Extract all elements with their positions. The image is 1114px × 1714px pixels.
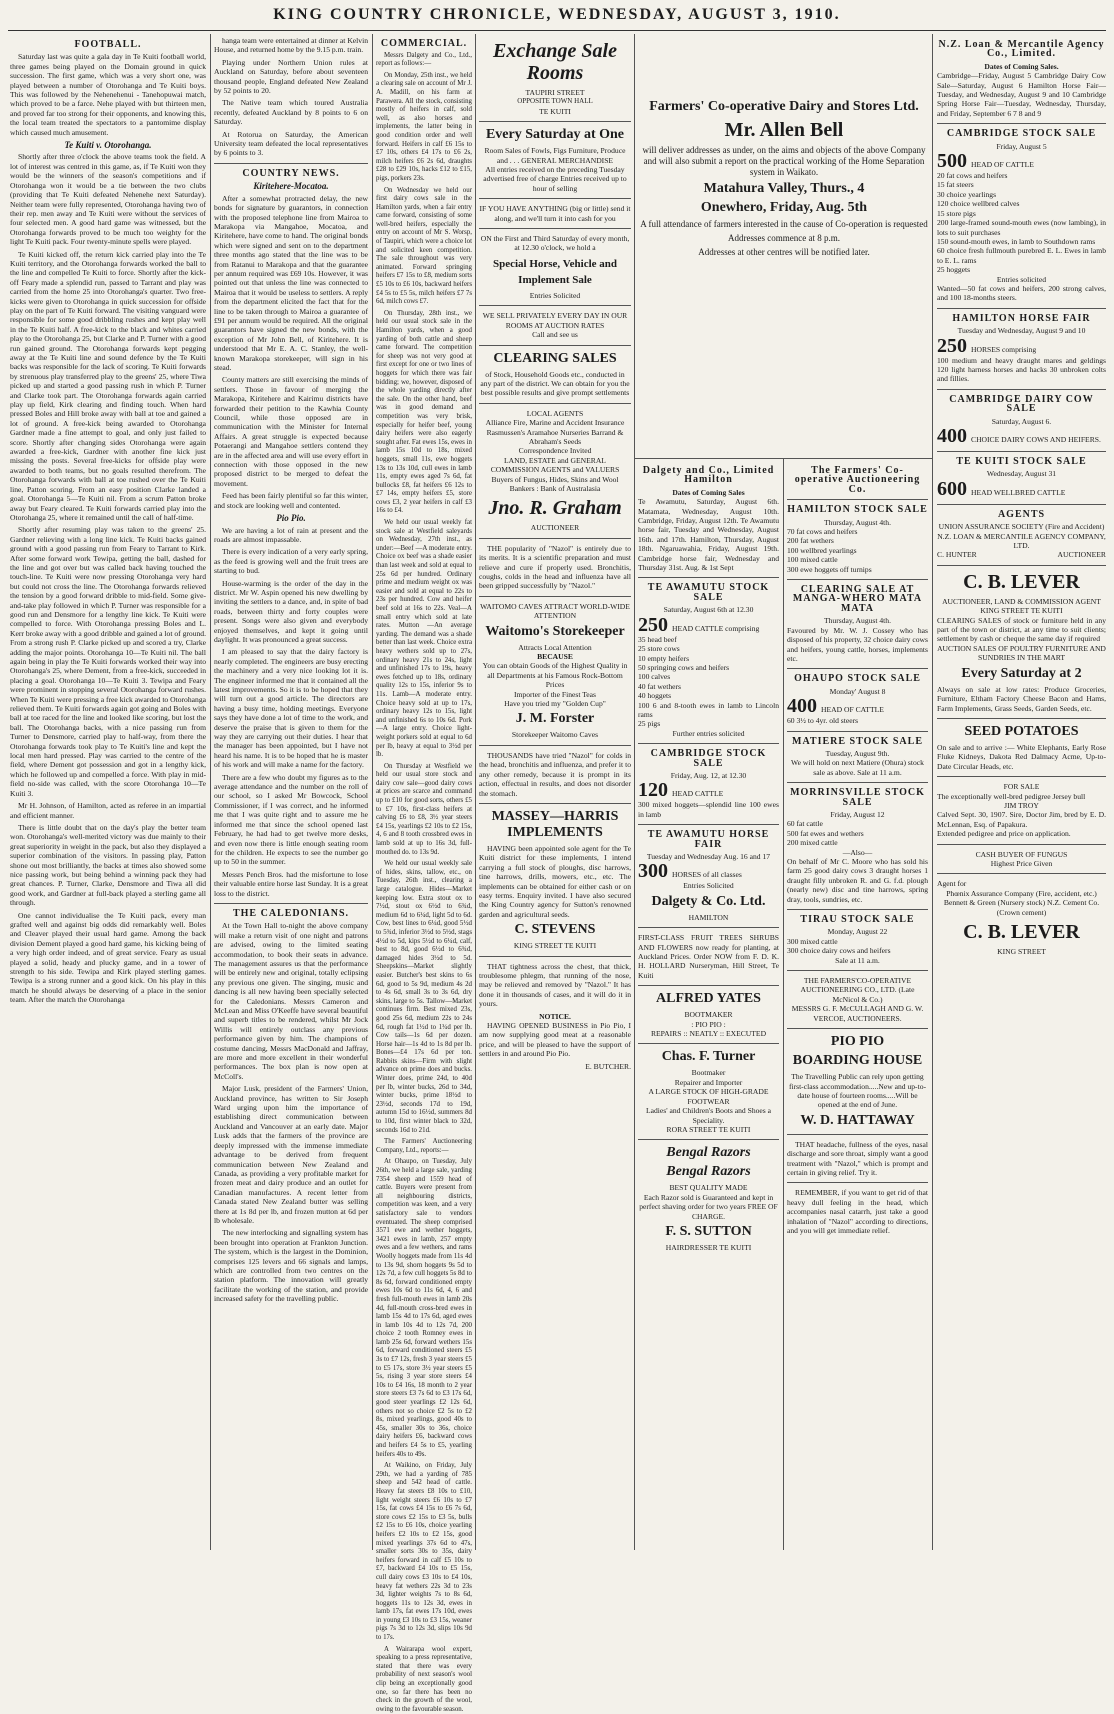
article-paragraph: After a somewhat protracted delay, the new bonds for signature by guarantors, in connection with the proposed telephone line from Mairoa to Marakopa via Mangahoe, Mocatoa, and Kiritehere, have come to hand. The original bonds which were signed and sent on to the department three months ago stated that the line was to be from Ratanui to Marakopa and that the guarantee per annum required was £69 10s. However, it was pointed out that unless the line was connected to Mairoa that it would be useless to settlers. A reply from the department elicited the fact that for the line to be taken through to Mairoa a guarantee of £91 per annum would be required. All the original guarantors have signed the new bonds, with the exception of Mr John Bell, of Kiritehere. It is understood that Mr E. A. C. Stanley, the well-known Marakopa storekeeper, will sign in his stead. [214,193,368,372]
list-item: 25 store cows [638,644,680,654]
divider [638,1139,779,1140]
ad-text: REPAIRS :: NEATLY :: EXECUTED [650,1029,767,1039]
stock-list [937,171,1106,274]
article-paragraph: Major Lusk, president of the Farmers' Union, Auckland province, has written to Sir Joseph Ward urging upon him the importance of establishing direct communication between Auckland and Vancouver at an early date. Major Lusk adds that the farmers of the province are deeply impressed with the immense immediate advantage to be derived from frequent communication between New Zealand and Canada, as providing a very profitable market for frozen meat and dairy produce and an outlet for Canadian manufactures. A recent letter from Canada stated New Zealand butter was selling there at 1s 8d per lb, and frozen mutton at 6d per lb wholesale. [214,1084,368,1225]
stock-list [787,819,928,847]
divider [937,389,1106,390]
column-rule [372,34,373,1550]
column-rule [210,34,211,1550]
ad-text: Room Sales of Fowls, Figs Furniture, Produce and . . . GENERAL MERCHANDISE [484,146,626,165]
list-item: 100 wellbred yearlings [787,545,857,555]
ad-text: Saturday, August 6. [991,416,1052,426]
ad-text: Importer of the Finest Teas [514,689,596,699]
ad-text: UNION ASSURANCE SOCIETY (Fire and Accident) [938,522,1105,532]
divider [787,499,928,500]
list-item: 500 fat ewes and wethers [787,828,864,838]
divider [479,121,631,122]
ad-text: BEST QUALITY MADE [669,1183,748,1193]
ad-text: Bankers : Bank of Australasia [509,483,601,493]
article-paragraph: At the Town Hall to-night the above company will make a return visit of one night and patrons are advised, owing to the limited seating accommodation, to book their seats in advance. The management assures us that the performance will be entirely new and original, totally eclipsing any previous one given. The singing, music and dancing is all new having been specially selected for the Caledonians. Messrs Cameron and McLean and Miss O'Keeffe have several beautiful and superb titles to be rendered, whilst Mr Jock Willis will entirely outclass any previous performance given by him. The champions of costume dancing, Messrs MacDonald and Jaffray, are more and more excellent in their wonderful performances. The box plan is now open at McColl's. [214,921,368,1081]
article-paragraph: On Thursday at Westfield we held our usual store stock and dairy cow sale—good dairy cows at prices are scarce and command up to £10 for good sorts, others £5 to £7 10s, first-class heifers at calving £6 to £8, 3½ year steers £4 15s, yearlings £2 10s to £2 15s, 4, 6 and 8 tooth crossbred ewes in lamb sold at up to 16s 3d, full-mouthed do. to 13s 9d. [376,762,472,856]
ad-text: Tuesday and Wednesday Aug. 16 and 17 [646,852,771,861]
divider [937,718,1106,719]
divider [214,163,368,164]
ad-text: Sale at 11 a.m. [835,955,880,965]
divider [638,577,779,578]
article-paragraph: At Rotorua on Saturday, the American University team defeated the local representatives by 6 points to 3. [214,129,368,158]
ad-text: Friday, August 12 [830,809,885,819]
number: 600 [937,477,967,500]
article-paragraph: Shortly after three o'clock the above teams took the field. A lot of interest was centred in this game, as, if Te Kuiti won they would be the winners of the season's competitions and if Otorohanga won it would be a tie between the two clubs (providing that Te Kuiti defeated Nehenehe next Saturday). Neither team were fully represented, Otorohanga having two of their rep. men away and Te Kuiti were without the services of four selected men. A good hard game was witnessed, but the Otorohanga forwards proved to be much too weighty for the light Te Kuiti pack. Four twenty-minute spells were played. [10,152,206,247]
ad-heading: Dalgety and Co., Limited Hamilton [642,465,775,486]
article-paragraph: On Wednesday we held our first dairy cows sale in the Hamilton yards, when a fair entry came forward, consisting of some well-bred heifers, especially the entry on account of Mr S. Worsp, of Taupiri, which were a choice lot and solicited keen competition. The sale throughout was very animated. Forward springing heifers £7 15s to £8, medium sorts £5 10s to £6 10s, backward heifers £4 5s to £5 5s, milch heifers £7 7s 6d, milch cows £7. [376,186,473,306]
article-paragraph: There is little doubt that on the day's play the better team won. Otorohanga's well-merited victory was due mainly to their great superiority in weight in the pack, but also they displayed a superior combination of the visitors. In passing play, Patton shone out most brilliantly, the backs at times also showed some nice passing work, but being behind a winning pack they had great chances. P. Turner, Clarke, Densmore and Tiwa all did good work, and Gardner at full-back played a sterling game all through. [10,822,206,908]
ad-text: AUCTIONEER [530,523,580,533]
number: 300 [638,860,668,883]
number: 400 [787,695,817,718]
article-paragraph: Playing under Northern Union rules at Auckland on Saturday, before about seventeen thousand people, England defeated New Zealand by 52 points to 20. [214,57,368,96]
divider [479,803,631,804]
ad-text: HEAD CATTLE [672,623,724,633]
divider [479,305,631,306]
article-subheading: Pio Pio. [276,513,306,524]
divider [937,451,1106,452]
ad-text: of Stock, Household Goods etc., conducted in any part of the district. We can obtain for you the best possible results and give prompt settlements [480,369,630,398]
ad-heading: C. STEVENS [514,922,596,938]
divider [937,308,1106,309]
ad-text: HEAD OF CATTLE [821,705,884,715]
ad-heading: PIO PIO [830,1034,885,1050]
ad-text: AUCTION SALES OF POULTRY FURNITURE AND SUNDRIES IN THE MART [937,643,1106,663]
ad-text: The Travelling Public can rely upon getting first-class accommodation.....New and up-to-date house of fourteen rooms.....Will be opened at the end of June. [788,1072,927,1110]
ad-text: Wednesday, August 31 [986,469,1057,479]
divider [787,1182,928,1183]
ad-text: TAUPIRI STREET [525,88,585,97]
article-subheading: Te Kuiti v. Otorohanga. [64,140,152,151]
graham-name: Jno. R. Graham [488,497,622,520]
column-rule [932,34,933,1550]
divider [937,504,1106,505]
ad-text: MESSRS G. F. McCULLAGH AND G. W. VERCOE, AUCTIONEERS. [791,1004,924,1023]
nazol-ad: THAT tightness across the chest, that thick, troublesome phlegm, that running of the nose, may be relieved and removed by "Nazol." It has done it in thousands of cases, and it will do it in yours. [479,961,631,1009]
ad-text: Agent for [937,879,967,889]
divider [479,345,631,346]
number: 500 [937,150,967,173]
ad-text: HEAD WELLBRED CATTLE [971,487,1066,497]
article-paragraph: House-warming is the order of the day in the district. Mr W. Aspin opened his new dwelling by inviting the settlers to a dance, and, in spite of bad roads, between thirty and forty couples were present. Songs were also given and everybody enjoyed themselves, and kept it going until daylight. It was pronounced a great success. [214,578,368,644]
article-paragraph: We held our usual weekly sale of hides, skins, tallow, etc., on Tuesday, 26th inst., clearing a large catalogue. Hides—Market keeping low. Extra stout ox to 7½d, stout ox 6½d to 6¾d, medium 6d to 6¼d, light 5d to 6d. Cow, best lines to 6¼d, good 5½d to 5¾d, inferior 3½d to 5½d, stags 4½d to 5d, kips 5½d to 6¼d, calf, best to 8d, good 6½d to 6¾d, damaged hides 3½d to 5d. Sheepskins—Market slightly easier. Butcher's best skins to 6s 6d, good to 5s 9d, medium 4s 2d to 4s 6d, small 3s to 3s 6d, dry skins, large to 5s. Tallow—Market continues firm. Best mixed 23s, good 25s 6d, medium 22s to 24s 6d, rough fat 1½d to 1¾d per lb. Cow tails—1s 6d per dozen. Horse hair—1s 4d to 1s 8d per lb. Bones—£4 17s 6d per ton. Rabbits skins—Firm with slight advance on prime does and bucks. Winter does, prime 24d, to 40d per lb, winter bucks, 26d to 34d, winter bucks, prime 18½d to 23½d, seconds 17d to 19d, autumn 15d to 16½d, summers 8d to 10d, first winter black to 32d, seconds 16d to 21d. [376,860,472,1134]
ad-text: FIRST-CLASS FRUIT TREES SHRUBS AND FLOWERS now ready for planting, at Auckland Prices. Order NOW from F. D. K. H. HOLLARD Nurseryman, Hill Street, Te Kuiti [638,933,779,980]
ad-text: Thursday, August 4th. [823,616,891,626]
ad-text: : PIO PIO : [691,1019,726,1029]
nazol-ad: REMEMBER, if you want to get rid of that heavy dull feeling in the head, which accompanies nasal catarrh, just take a good inhalation of "Nazol" according to directions, and you will get immediate relief. [787,1188,928,1235]
ad-text: 300 mixed hoggets—splendid line 100 ewes in lamb [638,800,779,819]
article-paragraph: Shortly after resuming play was taken to the greens' 25. Gardner relieving with a long line kick. Te Kuiti backs gained ground with a good passing run from Feary to Tarrant to Kirk. After some forward work Tewipa, getting the ball, dashed for the line and got over but was called back having touched the touch-line. Te Kuiti were now pressing Otorohanga very hard but could not cross the line. The Otorohanga forwards relieved the tension by a good forward dribble to mid-field. Some give-and-take play followed in which P. Turner was responsible for a good run and Densmore for a lengthy line kick. Te Kuiti were compelled to force. With Otorohanga pressing Boles and L. Kerr broke away with a good dribble and gained a lot of ground. From a strong rush P. Clarke picked up and scored a try, Clarke adding the major points. Otorohanga 10—Te Kuiti nil. The ball again being in play the Te Kuiti forwards worked their way into Otorohanga's 25, where Dement, from a free-kick, succeeded in placing a goal. Otorohanga 10—Te Kuiti 3. Tewipa and Feary were prominent in stopping several Otorohanga forward rushes. When Te Kuiti were pressing a free kick awarded to Otorohanga relieved them. Te Kuiti forwards again got going and Boles with ball at toe raced for the line and looked like scoring, but lost the ball. The Otorohanga backs, with a nice passing run from Turner to Densmore, carried play to half-way, from there the Otorohanga forwards took play to Te Kuiti's line and kept the local men hard pressed. Play was carried to the centre of the field, where Dement got possession and got in a lengthy kick, which he followed up and compelled a force. With play in mid-field no-side was called, with the score Otorohanga 10—Te Kuiti 3. [10,525,206,798]
ad-heading: Bengal Razors [666,1145,751,1161]
column-rule [634,34,635,1550]
ad-heading: Farmers' Co-operative Dairy and Stores Ltd. [649,99,919,114]
divider [937,873,1106,874]
number: 250 [638,613,668,636]
ad-heading: HAMILTON HORSE FAIR [952,312,1091,324]
ad-text: E. BUTCHER. [585,1061,631,1071]
ad-heading: Every Saturday at One [485,127,625,143]
ad-heading: Special Horse, Vehicle and Implement Sale [492,257,618,286]
ad-text: LAND, ESTATE and GENERAL COMMISSION AGENTS and VALUERS [490,455,620,475]
article-paragraph: Mr H. Johnson, of Hamilton, acted as referee in an impartial and efficient manner. [10,801,206,820]
ad-text: Tuesday and Wednesday, August 9 and 10 [957,326,1086,336]
article-paragraph: Saturday last was quite a gala day in Te Kuiti football world, three games being played on the Domain ground in quick succession. The first game, which was a very short one, was played between a number of Otorohanga and Te Kuiti boys. This was followed by the Nehenehenui - Tanehopuwai match, which proved to be a farce. Nehe played with but thirteen men, and proved far too strong for their opponents, and knowing this, the local team treated the spectators to a pantomime display which caused much amusement. [10,52,206,137]
stock-list [787,527,928,574]
divider [479,596,631,597]
ad-text: comprising [725,623,760,633]
article-paragraph: I am pleased to say that the dairy factory is nearly completed. The engineers are busy erecting the machinery and a very nice looking lot it is. The engineer informed me that it contained all the latest improvements. So it is to be hoped that they will turn out a good article. The directors are having a busy time, holding meetings. Everyone says they have done a lot of time to the work, and deserve the praise that is given to them for the way they are carrying out their duties. I hear that the manager has been appointed, but I have not heard his name. It is to be hoped that he is master of his work and will make a name for the factory. [214,647,368,770]
divider [937,776,1106,777]
exchange-title: Exchange Sale Rooms [493,40,617,84]
divider [638,927,779,928]
ad-text: Addresses commence at 8 p.m. [728,233,840,243]
article-paragraph: At Ohaupo, on Tuesday, July 26th, we held a large sale, yarding 7354 sheep and 1559 head of cattle. Buyers were present from all neighbouring districts, competition was keen, and a very satisfactory sale to vendors eventuated. The sheep comprised 3571 ewe and wether hoggets, 3421 ewes in lamb, 257 empty ewes and a few wethers, and rams Woolly hoggets made from 11s 4d to 13s 9d, shorn hoggets 9s 5d to 12s 7d, a few cull hoggets 5s 8d to 8s 6d, forward conditioned empty ewes 10s 6d to 11s 6d, 4, 6 and fresh full-mouth ewes in lamb 20s 4d, full-mouth cross-bred ewes in lamb 15s 4d to 17s 6d, aged ewes in lamb 10s 4d to 12s 7d, 200 choice 2 tooth Romney ewes in lamb 25s 6d, forward wethers 15s 6d, forward conditioned steers £5 3s to £7 12s, fresh 3 year steers £5 to £5 17s, store 3½ year steers £5 5s, rising 3 year store steers £4 10s to £4 16s, 18 month to 2 year store steers £3 7s 6d to £3 17s 6d, good steer yearlings £2 12s 6d, others not so choice £2 5s to £2 8s, mixed yearlings, good 40s to 45s, smaller 30s to 36s, choice dairy heifers £6, backward cows and heifers £4 5s to £5, yearling heifers 40s to 49s. [376,1158,472,1458]
ad-text: HAVING OPENED BUSINESS in Pio Pio, I am now supplying good meat at a reasonable price, and will be pleased to have the support of settlers in and around Pio Pio. [479,1021,631,1059]
list-item: 10 empty heifers [638,653,690,663]
list-item: 200 fat wethers [787,536,834,546]
ad-text: Have you tried my "Golden Cup" [504,699,606,709]
ad-text: All entries received on the preceding Tuesday advertised free of charge Entries received up to hour of selling [483,165,627,193]
ad-text: CASH BUYER OF FUNGUS [975,849,1068,859]
ad-text: Entries Solicited [683,881,734,891]
ad-text: Thursday, August 4th. [823,517,891,527]
article-paragraph: On Thursday, 28th inst., we held our usual stock sale in the Hamilton yards, when a good yarding of both cattle and sheep came forward. The competition for sheep was not very good at first except for one or two lines of hoggets for which there was fair bidding; we, however, disposed of the whole yarding directly after the sale. On the other hand, beef was in good demand and competition was very brisk, especially for heifer beef, young dairy heifers were also eagerly sought after. Fat ewes 15s, ewes in lamb 15s 10d to 18s, mixed hoggets, small 11s, ewe hoggets 13s to 13s 10d, cull ewes in lamb 11s, empty ewes aged 7s 6d, fat bullocks £8, fat heifers £6 12s to £7 14s, empty heifers £5, store cows £3, 2 year heifers in calf £3 16s to £4. [376,309,472,515]
ad-text: Storekeeper Waitomo Caves [511,730,599,740]
ad-text: Dates of Coming Sales. [984,61,1059,71]
ad-text: THE FARMERS'CO-OPERATIVE AUCTIONEERING CO., LTD. (Late McNicol & Co.) [800,976,915,1004]
ad-text: Correspondence Invited [518,446,592,456]
article-paragraph: The new interlocking and signalling system has been brought into operation at Frankton Junction. The system, which is the largest in the Dominion, comprises 125 levers and 66 signals and lamps, which are controlled from two centres on the station platform. The innovation will greatly facilitate the working of the station, and provide increased safety for the travelling public. [214,1228,368,1304]
ad-heading: MORRINSVILLE STOCK SALE [790,787,925,808]
ad-text: OPPOSITE TOWN HALL [517,97,593,106]
ad-text: Further entries solicited [672,728,745,738]
ad-text: Buyers of Fungus, Hides, Skins and Wool [491,474,619,484]
ad-text: HAMILTON [688,912,729,922]
article-paragraph: At Waikino, on Friday, July 29th, we had a yarding of 785 sheep and 542 head of cattle. Heavy fat steers £8 10s to £10, light weight steers £6 10s to £7 15s, fat cows £4 15s to £6 7s 6d, store cows £2 15s to £3 5s, bulls £2 15s to £6 10s, choice yearling heifers £2 10s to £2 15s, good mixed yearlings 37s 6d to 47s, smaller sorts 30s to 35s, dairy heifers forward in calf £5 10s to £7, backward £4 10s to £5 15s, cull dairy cows £3 10s to £4 10s, heavy fat wethers 22s 3d to 23s 3d, lighter weights 7s to 8s 6d, hoggets 11s to 12s 3d, ewes in lamb 17s, fat ewes 17s 10d, ewes in young £3 10s to £3 15s, weaner pigs 7s 3d to 12s 3d, slips 10s 9d to 17s. [376,1462,472,1642]
column-country-news [214,36,368,1546]
column-commercial [376,36,473,1713]
ad-heading: CLEARING SALE AT MANGA-WHERO MATA MATA [792,584,923,614]
ad-heading: C. B. LEVER [963,570,1080,593]
divider [479,745,631,746]
ad-text: NOTICE. [539,1011,571,1021]
ad-text: 100 medium and heavy draught mares and geldings 120 light harness horses and hacks 30 unbroken colts and fillies. [937,355,1106,384]
football-heading: FOOTBALL. [74,39,142,50]
ad-text: Each Razor sold is Guaranteed and kept in perfect shaving order for two years FREE OF CHARGE. [639,1192,778,1221]
ad-heading: Mr. Allen Bell [724,119,844,141]
divider [479,228,631,229]
column-exchange-ads [479,36,631,1546]
ad-text: Tuesday, August 9th. [825,748,890,758]
article-paragraph: There is every indication of a very early spring, as the feed is growing well and the fruit trees are starting to bud. [214,547,368,576]
ad-text: Wanted—50 fat cows and heifers, 200 strong calves, and 100 18-months steers. [937,283,1106,303]
ad-text: Entries solicited [996,274,1047,284]
number: 120 [638,779,668,802]
ad-text: TE KUITI [539,106,571,116]
divider [787,782,928,783]
list-item: 300 choice dairy cows and heifers [787,946,891,956]
ad-heading: Onewhero, Friday, Aug. 5th [700,200,868,215]
nazol-ad: THAT headache, fullness of the eyes, nasal discharge and sore throat, simply want a good treatment with "Nazol," which is prompt and certain in giving relief. Try it. [787,1139,928,1177]
stock-list [787,937,928,956]
list-item: 300 mixed cattle [787,936,838,946]
ad-text: The exceptionally well-bred pedigree Jersey bull [937,791,1086,801]
ad-text: HAIRDRESSER TE KUITI [665,1242,752,1252]
article-paragraph: Messrs Dalgety and Co., Ltd., report as follows:— [376,51,472,68]
country-news-heading: COUNTRY NEWS. [242,167,340,179]
ad-text: Call and see us [532,330,578,340]
ad-text: Ladies' and Children's Boots and Shoes a Speciality. [645,1106,772,1125]
ad-heading: MATIERE STOCK SALE [792,735,923,747]
ad-text: Extended pedigree and price on application. [937,829,1071,839]
ad-heading: BOARDING HOUSE [792,1053,923,1069]
ad-text: HEAD CATTLE [672,789,724,799]
divider [479,198,631,199]
ad-text: JIM TROY [1004,800,1039,810]
ad-text: —Also— [842,847,873,857]
list-item: 40 hoggets [638,691,672,701]
ad-text: Always on sale at low rates: Produce Groceries, Furniture, Eltham Factory Cheese Bacon and Hams, Farm Implements, Grass Seeds, Garden Seeds, etc. [937,684,1106,713]
list-item: 100 calves [638,672,671,682]
ad-text: A LARGE STOCK OF HIGH-GRADE FOOTWEAR [648,1087,769,1106]
divider [638,824,779,825]
column-nz-loan-ads [937,36,1106,1546]
article-paragraph: A Wairarapa wool expert, speaking to a press representative, stated that there was every probability of next season's wool clip being an exceptionally good one, so far there has been no check in the growth of the wool, owing to the favourable season. [376,1645,472,1713]
ad-text: Highest Price Given [990,858,1053,868]
divider [787,731,928,732]
list-item: 25 pigs [638,719,661,729]
article-paragraph: Te Kuiti kicked off, the return kick carried play into the Te Kuiti territory, and the Otorohanga forwards worked the ball to the line and compelled Te Kuiti to force. Shortly after the kick-off Feary made a splendid run, passed to Tarrant and play was carried from the home 25 into Otorohanga's quarter. Two free-kicks were given to Otorohanga in quick succession for offside play on the part of Te Kuiti forward. The visiting vanguard were responsible for some good dribbling rushes and kept play well in the Te Kuiti half. A free-kick to the black and whites carried play to the Otorohanga 25, but Clarke and P. Turner with a good run gained ground. The Otorohanga forwards kept pegging away at the Te Kuiti line and sound defence by the Te Kuiti backs was responsible for the lack of scoring. Te Kuiti forwards by strenuous play transferred play to the greens' 25, where Tiwa picked up and started a good passing rush in which P. Turner and Clarke took part. The Otorohanga forwards again carried play up field, Kirk clearing and finding touch. When hard pressed Boles and Hill broke away with ball at toe and gained a lot of ground. A free-kick being awarded to Otorohanga Gardner made a fine attempt to goal, and only just failed to score. Shortly after changing sides Otorohanga were again awarded a free-kick, Gardner with another fine kick just missing the posts. Several free-kicks for offside play were awarded to both teams, but no goals resulted therefrom. The Otorohanga forwards with ball at toe rushed over the Te Kuiti line, Patton scoring. From an easy position Clarke landed a goal. Otorohanga 5—Te Kuiti nil. From a scrum Patton broke away but Feary cleared. Te Kuiti forwards carried play into the Otorohanga 25, where it remained until the call of half-time. [10,249,206,522]
list-item: 150 sound-mouth ewes, in lamb to Southdown rams [937,236,1096,246]
list-item: 15 fat steers [937,180,974,190]
ad-heading: J. M. Forster [515,711,595,727]
ad-heading: AGENTS [997,508,1046,520]
ad-text: IF YOU HAVE ANYTHING (big or little) send it along, and we'll turn it into cash for you [479,204,631,223]
ad-text: Entries Solicited [529,290,581,300]
stock-list [638,635,779,729]
article-paragraph: There are a few who doubt my figures as to the average attendance and the number on the roll of our school, so I asked Mr Bowcock, School Commissioner, if I was correct, and he informed me that I was quite right and to assure me he informed me that since the school opened last February, he had had to get twelve more desks, and even now there is little enough seating room for the children. He expects to see the number go up to 50 in the summer. [214,772,368,867]
ad-text: N.Z. LOAN & MERCANTILE AGENCY COMPANY, LTD. [937,531,1106,551]
ad-text: Bootmaker [691,1068,726,1078]
list-item: 40 fat wethers [638,681,682,691]
ad-text: A full attendance of farmers interested in the cause of Co-operation is requested [640,219,928,229]
ad-text: CHOICE DAIRY COWS AND HEIFERS. [971,435,1101,444]
list-item: 35 head beef [638,634,677,644]
divider [638,1043,779,1044]
ad-text: Calved Sept. 30, 1907. Sire, Doctor Jim, bred by E. D. McLennan, Esq. of Papakura. [937,810,1106,829]
list-item: 200 large-framed sound-mouth ewes (now lambing), in lots to suit purchases [937,218,1106,237]
ad-heading: CLEARING SALES [493,350,617,366]
ad-text: LOCAL AGENTS [526,408,584,418]
ad-text: Favoured by Mr. W. J. Cossey who has disposed of his property, 32 choice dairy cows and heifers, young cattle, horses, implements etc. [787,625,928,663]
list-item: 70 fat cows and heifers [787,527,858,537]
ad-heading: HAMILTON STOCK SALE [787,504,928,516]
ad-text: FOR SALE [1003,782,1040,792]
ad-text: Repairer and Importer [674,1077,743,1087]
ad-heading: CAMBRIDGE STOCK SALE [650,748,767,769]
ad-text: ON the First and Third Saturday of every month, at 12.30 o'clock, we hold a [480,234,630,253]
list-item: 200 mixed cattle [787,838,838,848]
ad-text: Friday, Aug. 12, at 12.30 [670,770,747,780]
ad-heading: Waitomo's Storekeeper [485,623,625,639]
divider [638,743,779,744]
ad-heading: CAMBRIDGE STOCK SALE [946,128,1097,140]
ad-text: HAVING been appointed sole agent for the Te Kuiti district for these implements, I intend carrying a full stock of ploughs, disc harrows, tine harrows, drills, mowers, etc., etc. The implements can be obtained for either cash or on easy terms. Enquiry invited. I have also secured the King Country agency for Sutton's renowned garden and agricultural seeds. [479,843,631,919]
article-paragraph: We held our usual weekly fat stock sale at Westfield saleyards on Wednesday, 27th inst., as under:—Beef —A moderate entry. Choice ox beef was a shade easier than last week and sold at equal to 25s 6d per hundred. Ordinary prime and medium weight ox was easier and sold at equal to 22s to 23s per hundred. Cow and heifer beef sold at 16s to 22s. Veal—A small entry which sold at late rates. Mutton —An average yarding. The demand was a shade better than last week. Choice extra heavy wethers sold up to 27s, ordinary heavy 21s to 24s, light and unfinished 17s to 19s, heavy ewes fetched up to 18s, ordinary quality 12s to 15s, inferior 9s to 11s. Lamb—A moderate entry. Choice heavy sold at up to 17s, ordinary heavy 12s to 15s, light and unfinished 6s to 10s 6d. Pork—A large entry. Choice light-weight porkers sold at equal to 6d per lb, heavy at equal to 3½d per lb. [376,519,472,759]
ad-text: CLEARING SALES of stock or furniture held in any part of the town or district, at any time to suit clients; settlement by cash or cheque the same day if required [937,615,1106,644]
article-paragraph: hanga team were entertained at dinner at Kelvin House, and returned home by the 9.15 p.m. train. [214,36,368,55]
nazol-ad: THOUSANDS have tried "Nazol" for colds in the head, bronchitis and influenza, and prefer it to any other remedy, because it is prompt in its action, effectual in results, and does not disorder the stomach. [479,750,631,798]
divider [937,844,1106,845]
list-item: 60 choice fresh fullmouth purebred E. L. Ewes in lamb to E. L. rams [937,246,1106,265]
divider [787,1134,928,1135]
article-subheading: Kiritehere-Mocatoa. [253,181,329,192]
column-rule [475,34,476,1550]
article-paragraph: Messrs Pench Bros. had the misfortune to lose their valuable entire horse last Sunday. It is a great loss to the district. [214,869,368,898]
ad-heading: CAMBRIDGE DAIRY COW SALE [949,393,1094,415]
divider [937,123,1106,124]
list-item: 120 choice wellbred calves [937,199,1020,209]
ad-heading: Matahura Valley, Thurs., 4 [703,181,865,196]
ad-text: Monday, August 22 [827,927,888,937]
ad-heading: Chas. F. Turner [661,1049,756,1065]
ad-text: Friday, August 5 [996,141,1047,151]
ad-heading: OHAUPO STOCK SALE [794,673,921,685]
divider [937,565,1106,566]
ad-text: AUCTIONEER [1057,550,1106,560]
ad-text: C. HUNTER [937,550,977,560]
divider [479,956,631,957]
ad-heading: TE KUITI STOCK SALE [956,456,1087,467]
divider [787,970,928,971]
ad-heading: TE AWAMUTU HORSE FAIR [647,829,770,850]
divider [787,1028,928,1029]
ad-text: KING STREET TE KUITI [513,941,597,951]
ad-heading: TE AWAMUTU STOCK SALE [647,582,770,603]
article-paragraph: We are having a lot of rain at present and the roads are almost impassable. [214,525,368,544]
ad-heading: F. S. SUTTON [665,1223,752,1239]
ad-heading: MASSEY—HARRIS IMPLEMENTS [491,808,619,840]
farmers-dairy-ad [640,36,928,406]
ad-text: HEAD OF CATTLE [971,160,1034,170]
ad-text: WE SELL PRIVATELY EVERY DAY IN OUR ROOMS AT AUCTION RATES [482,311,628,330]
ad-heading: W. D. HATTAWAY [800,1112,915,1128]
article-paragraph: Feed has been fairly plentiful so far this winter, and stock are looking well and contented. [214,491,368,510]
list-item: 30 choice yearlings [937,189,997,199]
masthead-rule [8,30,1106,31]
masthead: KING COUNTRY CHRONICLE, WEDNESDAY, AUGUST 3, 1910. [273,6,841,23]
divider [479,538,631,539]
divider [479,403,631,404]
article-paragraph: County matters are still exercising the minds of settlers. Those in favour of merging the Marakopa, Kiritehere and Kairimu districts have forwarded their petition to the Kawhia County Council, while those opposed are in communication with the Minister for Internal Affairs. A great struggle is expected because Potaerangi and Mangahoe settlers contend they are in the affected area and will use every effort in connection with those opposed in the new proposed district to be merged to defeat the movement. [214,375,368,488]
divider [787,579,928,580]
ad-text: HORSES comprising [971,344,1037,354]
ad-text: We will hold on next Matiere (Ohura) stock sale as above. Sale at 11 a.m. [791,758,924,777]
ad-text: Cambridge—Friday, August 5 Cambridge Dairy Cow Sale—Saturday, August 6 Hamilton Horse Fair—Tuesday, and Wednesday, August 9 and 10 Cambridge Spring Horse Fair—Tuesday, Wednesday, Thursday, and Friday, September 6 7 8 and 9 [937,71,1106,118]
farmers-auctioneering-ads [787,462,928,1546]
ad-text: will deliver addresses as under, on the aims and objects of the above Company and will also submit a report on the practical working of the Home Separation system in Waikato. [642,145,926,177]
commercial-heading: COMMERCIAL. [380,38,468,49]
ad-text: Attracts Local Attention [518,642,592,652]
list-item: 50 springing cows and heifers [638,662,730,672]
ad-heading: Dalgety & Co. Ltd. [651,893,766,909]
divider [638,985,779,986]
ad-text: KING STREET TE KUITI [980,606,1063,616]
column-football [10,36,206,1546]
ad-text: Saturday, August 6th at 12.30 [663,605,754,615]
list-item: 100 mixed cattle [787,555,838,565]
ad-text: Alliance Fire, Marine and Accident Insurance Rasmussen's Aramahoe Nurseries Barrand & Abraham's Seeds [485,418,625,446]
ad-text: AUCTIONEER, LAND & COMMISSION AGENT [942,596,1101,606]
list-item: 15 store pigs [937,208,976,218]
ad-text: Monday' August 8 [829,686,886,696]
ad-heading: Every Saturday at 2 [961,665,1082,681]
divider [787,668,928,669]
ad-text: Dates of Coming Sales [672,487,745,497]
ad-text: HORSES of all classes [672,870,742,880]
ad-heading: ALFRED YATES [656,991,761,1007]
ad-heading: N.Z. Loan & Mercantile Agency Co., Limited. [938,39,1105,60]
ad-heading: SEED POTATOES [964,723,1079,739]
list-item: 25 hoggets [937,265,971,275]
article-paragraph: The Farmers' Auctioneering Company, Ltd., reports:— [376,1138,472,1154]
ad-text: You can obtain Goods of the Highest Quality in all Departments at his Famous Rock-Bottom Prices [482,661,628,690]
ad-text: KING STREET [997,947,1046,956]
ad-text: On behalf of Mr C. Moore who has sold his farm 25 good dairy cows 3 draught horses 1 draught filly unbroken R. and G. f.d. plough (nearly new) disc and tine harrows, spring dray, tools, sundries, etc. [787,857,928,904]
list-item: 20 fat cows and heifers [937,171,1008,181]
divider [214,903,368,904]
list-item: 100 6 and 8-tooth ewes in lamb to Lincoln rams [638,700,779,719]
ad-text: BOOTMAKER [684,1010,733,1020]
ad-text: Phœnix Assurance Company (Fire, accident, etc.) Bennett & Green (Nursery stock) N.Z. Cement Co. (Crown cement) [943,888,1100,917]
ad-text: 60 3½ to 4yr. old steers [787,716,859,726]
ad-heading: C. B. LEVER [963,921,1080,943]
column-rule [783,458,784,1550]
ad-text: BECAUSE [537,652,573,662]
article-paragraph: On Monday, 25th inst., we held a clearing sale on account of Mr J. A. Madill, on his farm at Parawera. All the stock, consisting mostly of heifers in calf, sold well, as also horses and implements, the latter being in good condition order and well forward. Heifers in calf £6 15s to £7 10s, others £4 17s to £6 2s, milch heifers £6 2s 6d, draughts £28 to £29 10s, hacks £12 to £15, pigs, porkers 23s. [376,71,472,182]
ad-text: Te Awamutu, Saturday, August 6th. Matamata, Wednesday, August 10th. Cambridge, Friday, August 12th. Te Awamutu horse fair, Tuesday and Wednesday, August 16th. and 17th. Hamilton, Thursday, August 18th. Ngaruawahia, Friday, August 19th. Cambridge horse fair, Wednesday and Thursday 31st. Aug. & 1st Sept [638,497,779,573]
list-item: 60 fat cattle [787,819,823,829]
ad-text: On sale and to arrive :— White Elephants, Early Rose Fluke Kidneys, Dakota Red Dalmacy Acme, Up-to-Date Circular Heads, etc. [937,742,1106,771]
caledonians-heading: THE CALEDONIANS. [232,907,350,919]
article-paragraph: The Native team which toured Australia recently, defeated Auckland by 8 points to 6 on Saturday. [214,98,368,127]
dalgety-ads [638,462,779,1546]
ad-heading: Bengal Razors [666,1164,751,1180]
ad-heading: The Farmers' Co-operative Auctioneering Co. [794,465,921,495]
article-paragraph: One cannot individualise the Te Kuiti pack, every man grafted well and against big odds did remarkably well. Boles and Cleaver played their usual hard game. Among the back division Dement played a good hard game, his kicking being of a very high order indeed, and of great service. Feary as usual played a solid, heady and plucky game, and in a tower of strength to his side. Tewipa and Kirk played sterling games. Tewipa is a strong runner and a good kick. On his play in this match he should always be deserving of a place in the senior team. After the match the Otorohanga [10,910,206,1005]
ad-text: RORA STREET TE KUITI [666,1124,751,1134]
ad-heading: TIRAU STOCK SALE [800,914,915,926]
divider [787,909,928,910]
ad-text: WAITOMO CAVES ATTRACT WORLD-WIDE ATTENTION [480,601,630,621]
list-item: 300 ewe hoggets off turnips [787,564,872,574]
number: 250 [937,334,967,357]
nazol-ad: THE popularity of "Nazol" is entirely due to its merits. It is a scientific preparation and must relieve and cure if properly used. Bronchitis, coughs, colds in the head and influenza have all been gripped successfully by "Nazol." [479,543,631,591]
number: 400 [937,425,967,447]
ad-text: Addresses at other centres will be notified later. [698,247,870,257]
